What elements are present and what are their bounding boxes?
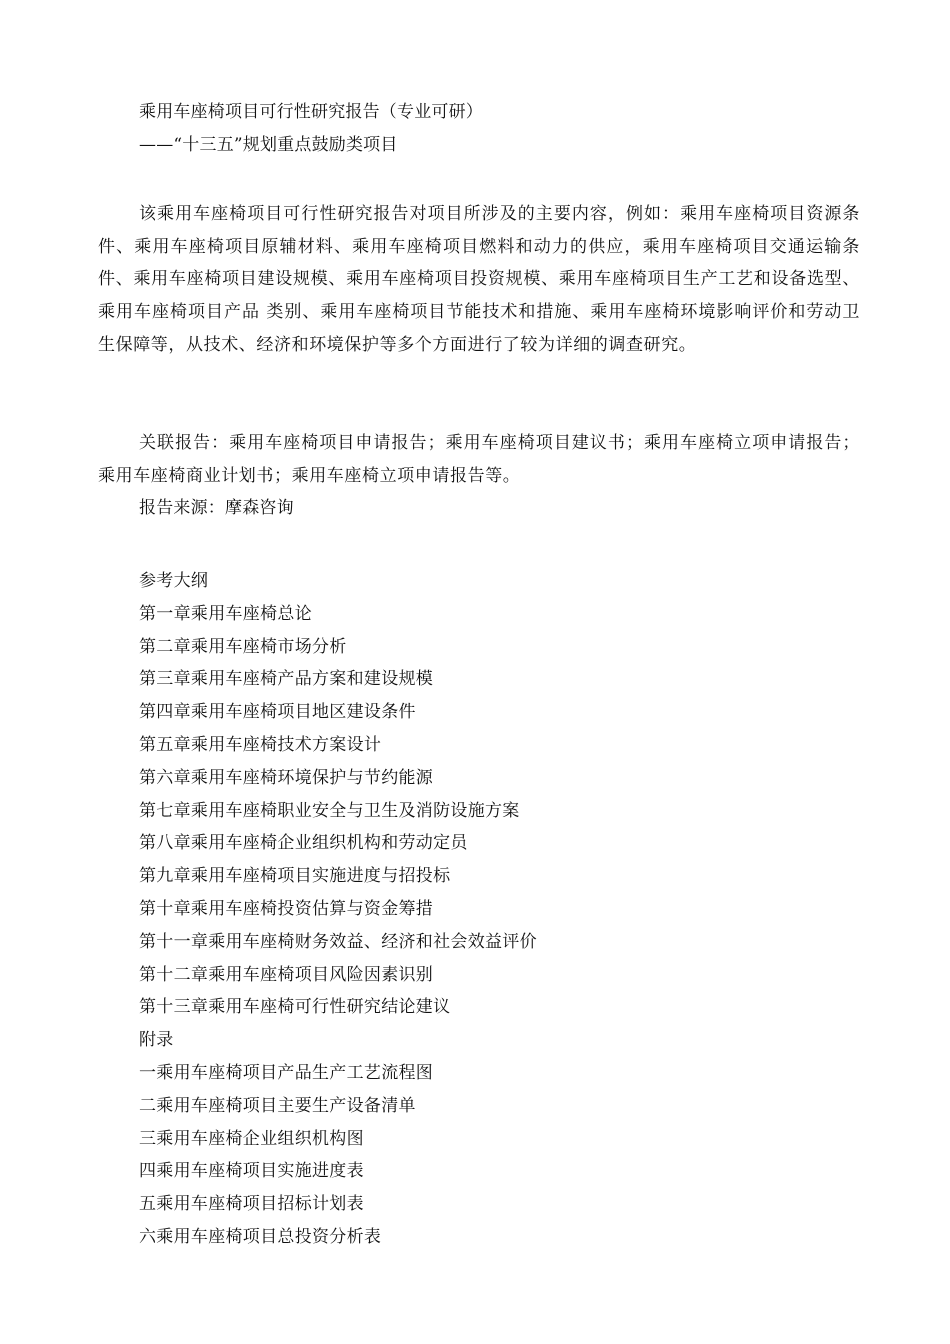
outline-list	[139, 565, 537, 1254]
outline-item: 第四章乘用车座椅项目地区建设条件	[139, 702, 416, 723]
outline-item: 二乘用车座椅项目主要生产设备清单	[139, 1095, 416, 1116]
outline-item: 五乘用车座椅项目招标计划表	[139, 1194, 364, 1215]
outline-item: 第十一章乘用车座椅财务效益、经济和社会效益评价	[139, 931, 537, 952]
outline-item: 一乘用车座椅项目产品生产工艺流程图	[139, 1062, 434, 1083]
outline-item: 第三章乘用车座椅产品方案和建设规模	[139, 669, 434, 690]
outline-item: 第十三章乘用车座椅可行性研究结论建议	[139, 997, 451, 1018]
outline-item: 六乘用车座椅项目总投资分析表	[139, 1226, 382, 1247]
outline-item: 第十二章乘用车座椅项目风险因素识别	[139, 964, 434, 985]
outline-item: 第六章乘用车座椅环境保护与节约能源	[139, 767, 434, 788]
related-reports-paragraph: 关联报告：乘用车座椅项目申请报告；乘用车座椅项目建议书；乘用车座椅立项申请报告；乘用车座椅商业计划书；乘用车座椅立项申请报告等。	[98, 433, 860, 486]
outline-item: 第二章乘用车座椅市场分析	[139, 636, 347, 657]
outline-item: 第七章乘用车座椅职业安全与卫生及消防设施方案	[139, 800, 520, 821]
document-subtitle: ——“十三五”规划重点鼓励类项目	[139, 135, 398, 155]
outline-heading: 参考大纲	[139, 571, 209, 591]
outline-item: 三乘用车座椅企业组织机构图	[139, 1128, 364, 1149]
outline-item: 第一章乘用车座椅总论	[139, 603, 312, 624]
outline-item: 附录	[139, 1030, 174, 1051]
outline-item: 第八章乘用车座椅企业组织机构和劳动定员	[139, 833, 468, 854]
intro-paragraph: 该乘用车座椅项目可行性研究报告对项目所涉及的主要内容，例如：乘用车座椅项目资源条件、乘用车座椅项目原辅材料、乘用车座椅项目燃料和动力的供应，乘用车座椅项目交通运输条件、乘用车座椅项目建设规模、乘用车座椅项目投资规模、乘用车座椅项目生产工艺和设备选型、乘用车座椅项目产品 类别、乘用车座椅项目节能技术和措施、乘用车座椅环境影响评价和劳动卫生保障等，从技术、经济和环境保护等多个方面进行了较为详细的调查研究。	[98, 204, 860, 355]
report-source: 报告来源：摩森咨询	[139, 498, 294, 518]
outline-item: 第五章乘用车座椅技术方案设计	[139, 734, 382, 755]
outline-item: 第九章乘用车座椅项目实施进度与招投标	[139, 866, 451, 887]
outline-item: 第十章乘用车座椅投资估算与资金筹措	[139, 898, 434, 919]
outline-item: 四乘用车座椅项目实施进度表	[139, 1161, 364, 1182]
document-title: 乘用车座椅项目可行性研究报告（专业可研）	[139, 102, 483, 122]
